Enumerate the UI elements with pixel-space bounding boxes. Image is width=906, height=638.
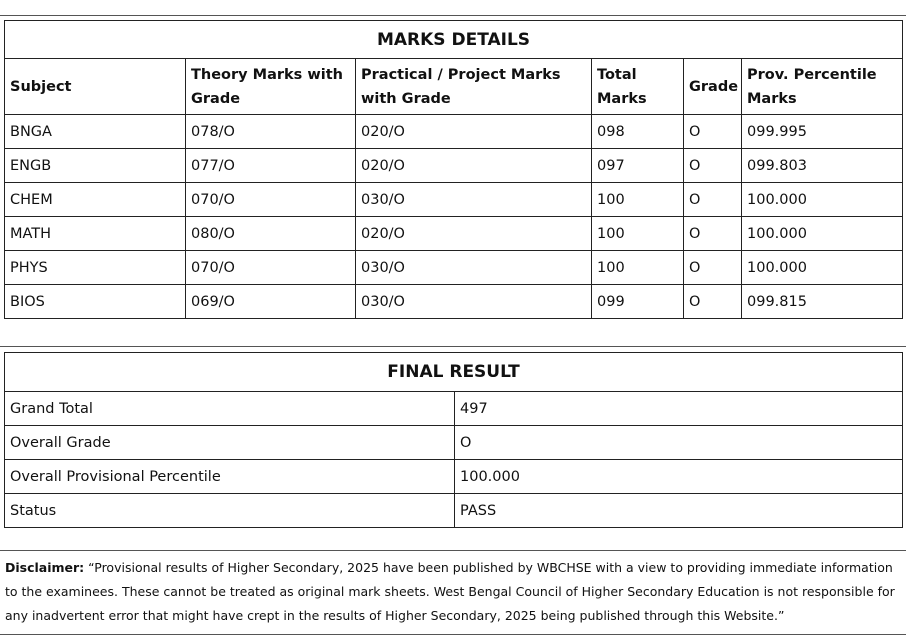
practical-cell: 020/O [356,149,592,183]
bottom-divider [0,634,906,635]
result-value-cell: 100.000 [455,460,903,494]
result-value-cell: 497 [455,392,903,426]
percentile-cell: 100.000 [742,183,903,217]
percentile-cell: 099.803 [742,149,903,183]
subject-cell: ENGB [5,149,186,183]
total-cell: 100 [592,183,684,217]
grade-cell: O [684,251,742,285]
result-label-cell: Overall Provisional Percentile [5,460,455,494]
table-row [5,149,903,183]
disclaimer-label: Disclaimer: [5,560,85,575]
top-divider [0,15,906,16]
theory-cell: 070/O [186,183,356,217]
table-row [5,494,903,528]
grade-cell: O [684,285,742,319]
percentile-cell: 099.995 [742,115,903,149]
final-result-title: FINAL RESULT [5,353,903,392]
percentile-cell: 100.000 [742,251,903,285]
marks-details-table [4,20,903,319]
grade-cell: O [684,183,742,217]
table-row [5,426,903,460]
total-cell: 098 [592,115,684,149]
column-header-theory: Theory Marks with Grade [186,59,356,115]
grade-cell: O [684,149,742,183]
grade-cell: O [684,115,742,149]
disclaimer [5,556,897,628]
table-row [5,217,903,251]
column-header-subject: Subject [5,59,186,115]
table-row [5,115,903,149]
theory-cell: 069/O [186,285,356,319]
table-row [5,251,903,285]
column-header-practical: Practical / Project Marks with Grade [356,59,592,115]
disclaimer-text: “Provisional results of Higher Secondary, 2025 have been published by WBCHSE with a view to providing immediate information to the examinees. These cannot be treated as original mark sheets. West Bengal Council of Higher Secondary Education is not responsible for any inadvertent error that might have crept in the results of Higher Secondary, 2025 being published through this Website.” [5,560,895,623]
theory-cell: 078/O [186,115,356,149]
total-cell: 100 [592,217,684,251]
result-label-cell: Grand Total [5,392,455,426]
subject-cell: BNGA [5,115,186,149]
grade-cell: O [684,217,742,251]
percentile-cell: 099.815 [742,285,903,319]
final-result-table [4,352,903,528]
total-cell: 100 [592,251,684,285]
section-divider [0,346,906,347]
theory-cell: 070/O [186,251,356,285]
column-header-total: Total Marks [592,59,684,115]
result-value-cell: PASS [455,494,903,528]
disclaimer-top-divider [0,550,906,551]
table-row [5,392,903,426]
total-cell: 097 [592,149,684,183]
practical-cell: 020/O [356,217,592,251]
practical-cell: 020/O [356,115,592,149]
subject-cell: PHYS [5,251,186,285]
result-label-cell: Overall Grade [5,426,455,460]
practical-cell: 030/O [356,251,592,285]
table-row [5,285,903,319]
result-value-cell: O [455,426,903,460]
table-row [5,183,903,217]
practical-cell: 030/O [356,285,592,319]
table-row [5,460,903,494]
column-header-percentile: Prov. Percentile Marks [742,59,903,115]
column-header-grade: Grade [684,59,742,115]
theory-cell: 077/O [186,149,356,183]
total-cell: 099 [592,285,684,319]
theory-cell: 080/O [186,217,356,251]
marks-details-title: MARKS DETAILS [5,21,903,59]
subject-cell: CHEM [5,183,186,217]
practical-cell: 030/O [356,183,592,217]
result-label-cell: Status [5,494,455,528]
subject-cell: BIOS [5,285,186,319]
percentile-cell: 100.000 [742,217,903,251]
subject-cell: MATH [5,217,186,251]
